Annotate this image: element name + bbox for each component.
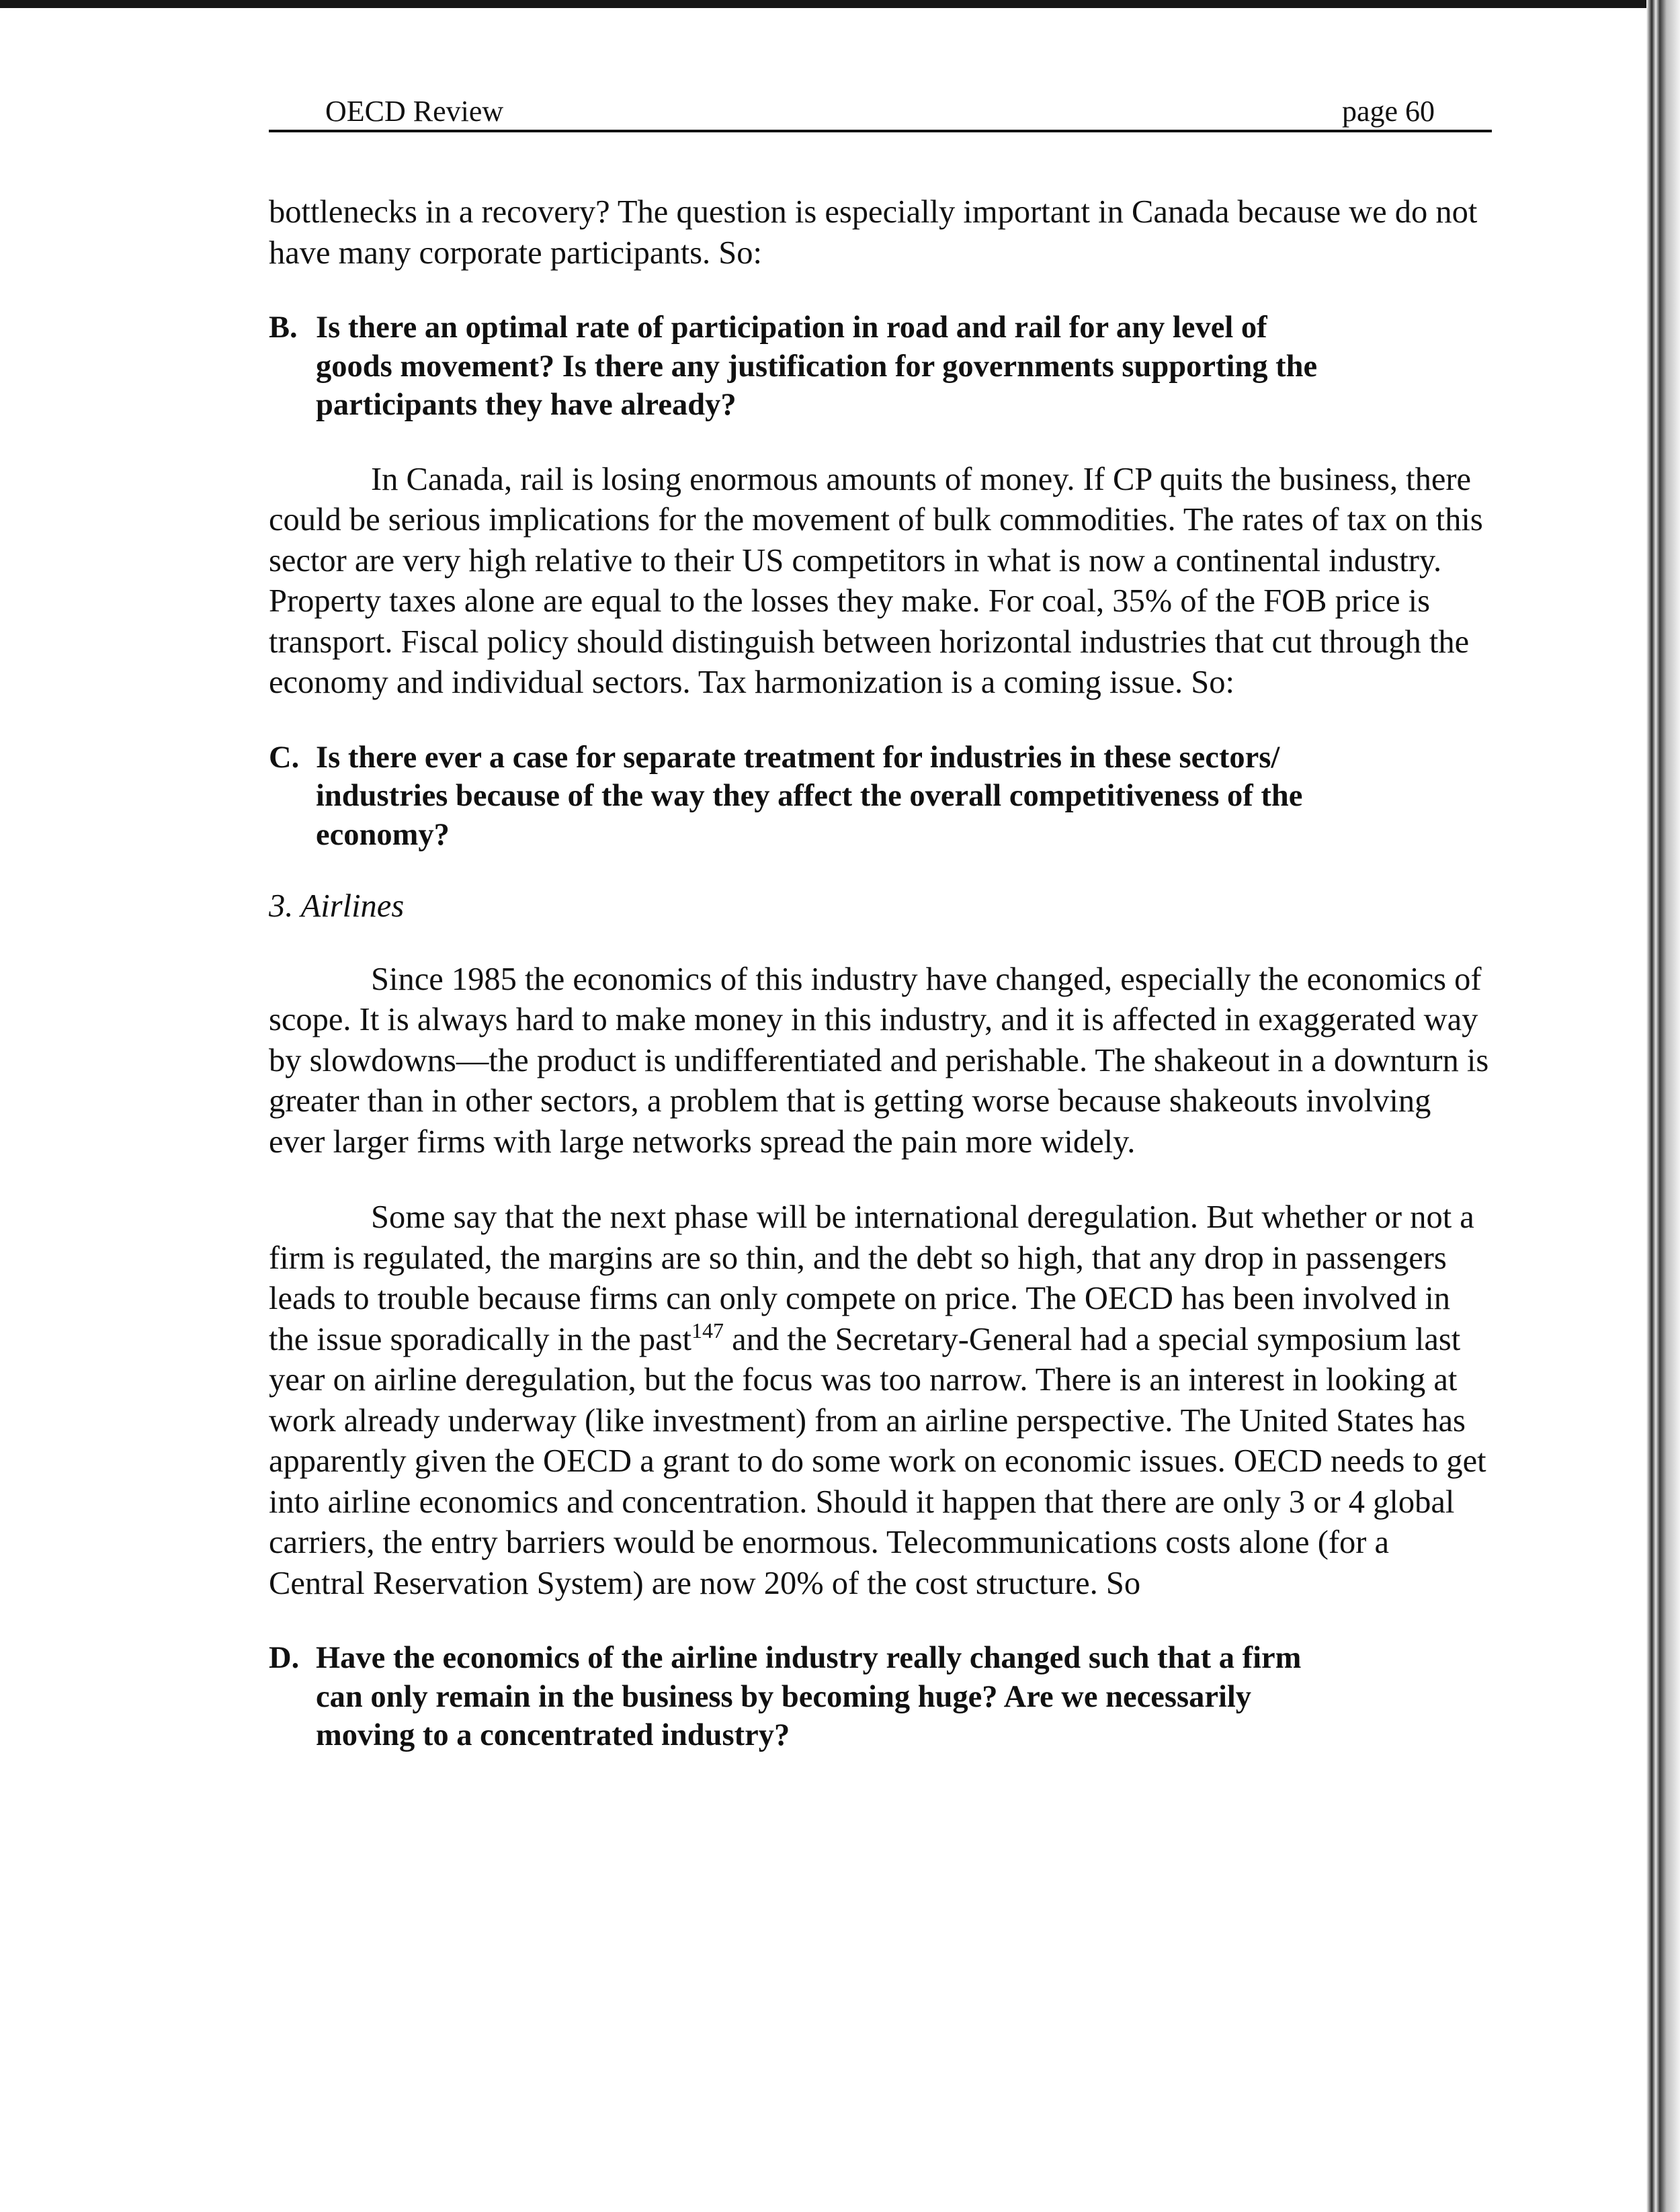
header-title: OECD Review bbox=[325, 95, 504, 128]
running-header bbox=[269, 91, 1492, 132]
question-d bbox=[269, 1639, 1324, 1755]
section-heading-airlines: 3. Airlines bbox=[269, 888, 405, 924]
question-b-letter: B. bbox=[269, 310, 298, 345]
question-c bbox=[269, 738, 1324, 855]
paragraph-airline-economics: Since 1985 the economics of this industry have changed, especially the economics of scope. It is always hard to make money in this industry, and it is affected in exaggerated way by slowdowns—the product is undifferentiated and perishable. The shakeout in a downturn is greater than in other sectors, a problem that is getting worse because shakeouts involving ever larger firms with large networks spread the pain more widely. bbox=[269, 961, 1489, 1160]
scan-right-edge bbox=[1646, 0, 1680, 2212]
question-b-text: Is there an optimal rate of participation in road and rail for any level of goods movement? Is there any justification for governments supporting the participants they have already? bbox=[316, 310, 1318, 422]
question-c-letter: C. bbox=[269, 740, 300, 775]
scan-top-edge bbox=[0, 0, 1680, 8]
page-number: page 60 bbox=[1341, 95, 1435, 128]
header-rule bbox=[269, 130, 1492, 132]
document-body bbox=[269, 192, 1492, 1755]
paragraph-rail: In Canada, rail is losing enormous amounts of money. If CP quits the business, there could be serious implications for the movement of bulk commodities. The rates of tax on this sector are very high relative to their US competitors in what is now a continental industry. Property taxes alone are equal to the losses they make. For coal, 35% of the FOB price is transport. Fiscal policy should distinguish between horizontal industries that cut through the economy and individual sectors. Tax harmonization is a coming issue. So: bbox=[269, 461, 1483, 700]
paragraph-deregulation-part2: and the Secretary-General had a special symposium last year on airline deregulation, but the focus was too narrow. There is an interest in looking at work already underway (like investment) from an airline perspective. The United States has apparently given the OECD a grant to do some work on economic issues. OECD needs to get into airline economics and concentration. Should it happen that there are only 3 or 4 global carriers, the entry barriers would be enormous. Telecommunications costs alone (for a Central Reservation System) are now 20% of the cost structure. So bbox=[269, 1321, 1486, 1601]
question-c-text: Is there ever a case for separate treatment for industries in these sectors/ industries because of the way they affect the overall competitiveness of the economy? bbox=[316, 740, 1303, 852]
question-b bbox=[269, 308, 1324, 425]
paragraph-continuation: bottlenecks in a recovery? The question is especially important in Canada because we do not have many corporate participants. So: bbox=[269, 194, 1478, 271]
footnote-reference: 147 bbox=[691, 1318, 724, 1343]
question-d-letter: D. bbox=[269, 1641, 300, 1675]
question-d-text: Have the economics of the airline industry really changed such that a firm can only remain in the business by becoming huge? Are we necessarily moving to a concentrated industry? bbox=[316, 1641, 1302, 1752]
paragraph-deregulation bbox=[269, 1197, 1492, 1604]
paragraph-deregulation-part1: Some say that the next phase will be international deregulation. But whether or not a firm is regulated, the margins are so thin, and the debt so high, that any drop in passengers leads to trouble because firms can only compete on price. The OECD has been involved in the issue sporadically in the past bbox=[269, 1199, 1474, 1357]
